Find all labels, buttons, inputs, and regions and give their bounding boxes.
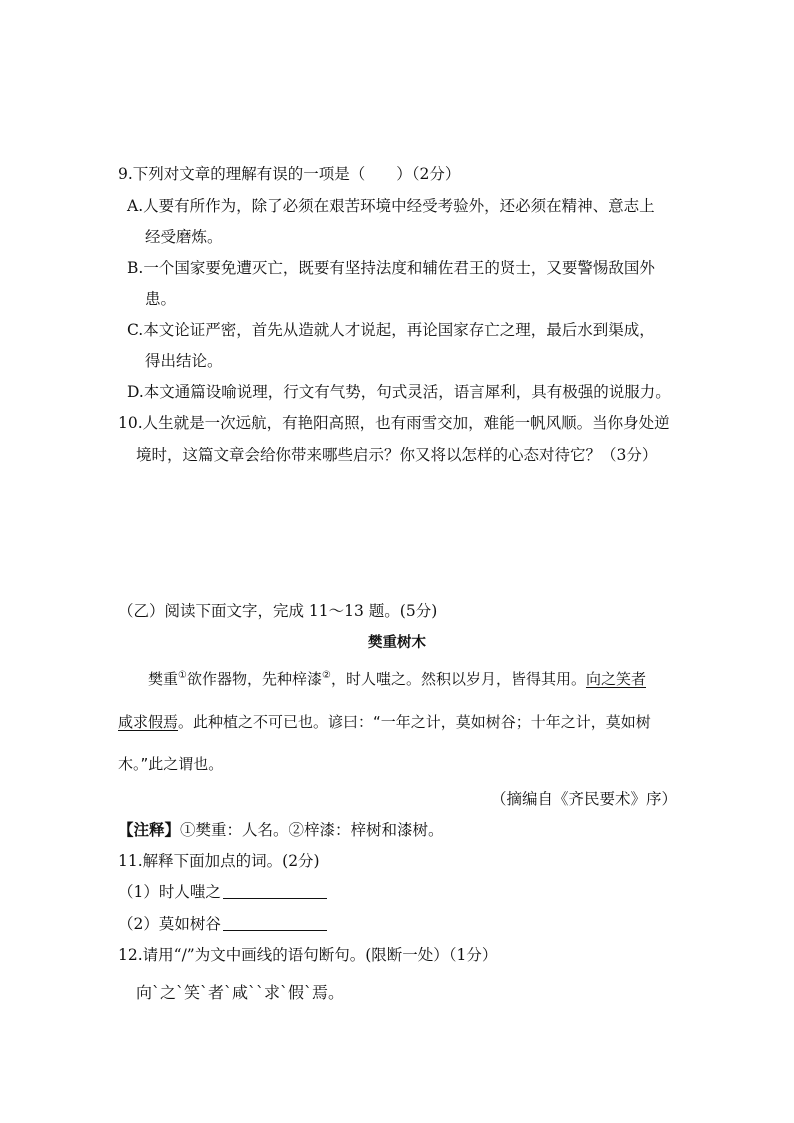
passage-line-3: 木。”此之谓也。	[118, 755, 224, 773]
q11-item-2-text: （2）莫如树谷	[118, 915, 221, 933]
q9-option-b-line1: B.一个国家要免遭灭亡，既要有坚持法度和辅佐君王的贤士，又要警惕敌国外	[127, 259, 655, 277]
note-marker-1: ①	[178, 670, 187, 681]
passage-source: （摘编自《齐民要术》序）	[491, 790, 678, 808]
q11-item-1	[118, 881, 327, 903]
passage-text: 樊重	[148, 670, 179, 688]
underlined-sentence-part1: 向之笑者	[585, 670, 646, 688]
q9-option-d-line1: D.本文通篇设喻说理，行文有气势，句式灵活，语言犀利，具有极强的说服力。	[127, 383, 671, 401]
q9-option-a-line1: A.人要有所作为，除了必须在艰苦环境中经受考验外，还必须在精神、意志上	[127, 197, 655, 215]
section-b-intro: （乙）阅读下面文字，完成 11～13 题。(5分)	[118, 602, 438, 620]
q9-stem: 9.下列对文章的理解有误的一项是（ ）（2分）	[118, 165, 461, 183]
q12-sentence: 向ˋ之ˋ笑ˋ者ˋ咸ˋˋ求ˋ假ˋ焉。	[136, 983, 345, 1002]
notes-text: ①樊重：人名。②梓漆：梓树和漆树。	[180, 821, 444, 839]
q10-line2: 境时，这篇文章会给你带来哪些启示？你又将以怎样的心态对待它？（3分）	[136, 446, 658, 464]
underlined-sentence-part2: 咸求假焉	[118, 713, 179, 731]
q9-option-a-line2: 经受磨炼。	[145, 228, 223, 246]
passage-text: 。此种植之不可已也。谚曰：“一年之计，莫如树谷；十年之计，莫如树	[178, 713, 651, 731]
passage-text: 欲作器物，先种梓漆	[186, 670, 322, 688]
passage-text: ，时人嗤之。然积以岁月，皆得其用。	[330, 670, 586, 688]
q11-stem: 11.解释下面加点的词。(2分)	[118, 852, 320, 870]
answer-blank-2[interactable]	[223, 914, 327, 931]
q10-line1: 10.人生就是一次远航，有艳阳高照，也有雨雪交加，难能一帆风顺。当你身处逆	[118, 414, 670, 432]
q12-stem: 12.请用“/”为文中画线的语句断句。(限断一处）（1分）	[118, 946, 498, 964]
answer-blank-1[interactable]	[223, 882, 327, 899]
note-marker-2: ②	[322, 670, 331, 681]
passage-line-1	[148, 668, 646, 690]
q9-option-c-line1: C.本文论证严密，首先从造就人才说起，再论国家存亡之理，最后水到渠成，	[127, 321, 655, 339]
q11-item-2	[118, 913, 327, 935]
passage-line-2	[118, 711, 651, 733]
q9-option-b-line2: 患。	[145, 290, 177, 308]
q9-option-c-line2: 得出结论。	[145, 352, 223, 370]
q11-item-1-text: （1）时人嗤之	[118, 883, 221, 901]
passage-notes	[118, 819, 444, 841]
notes-label: 【注释】	[118, 820, 181, 839]
passage-title: 樊重树木	[368, 635, 426, 651]
